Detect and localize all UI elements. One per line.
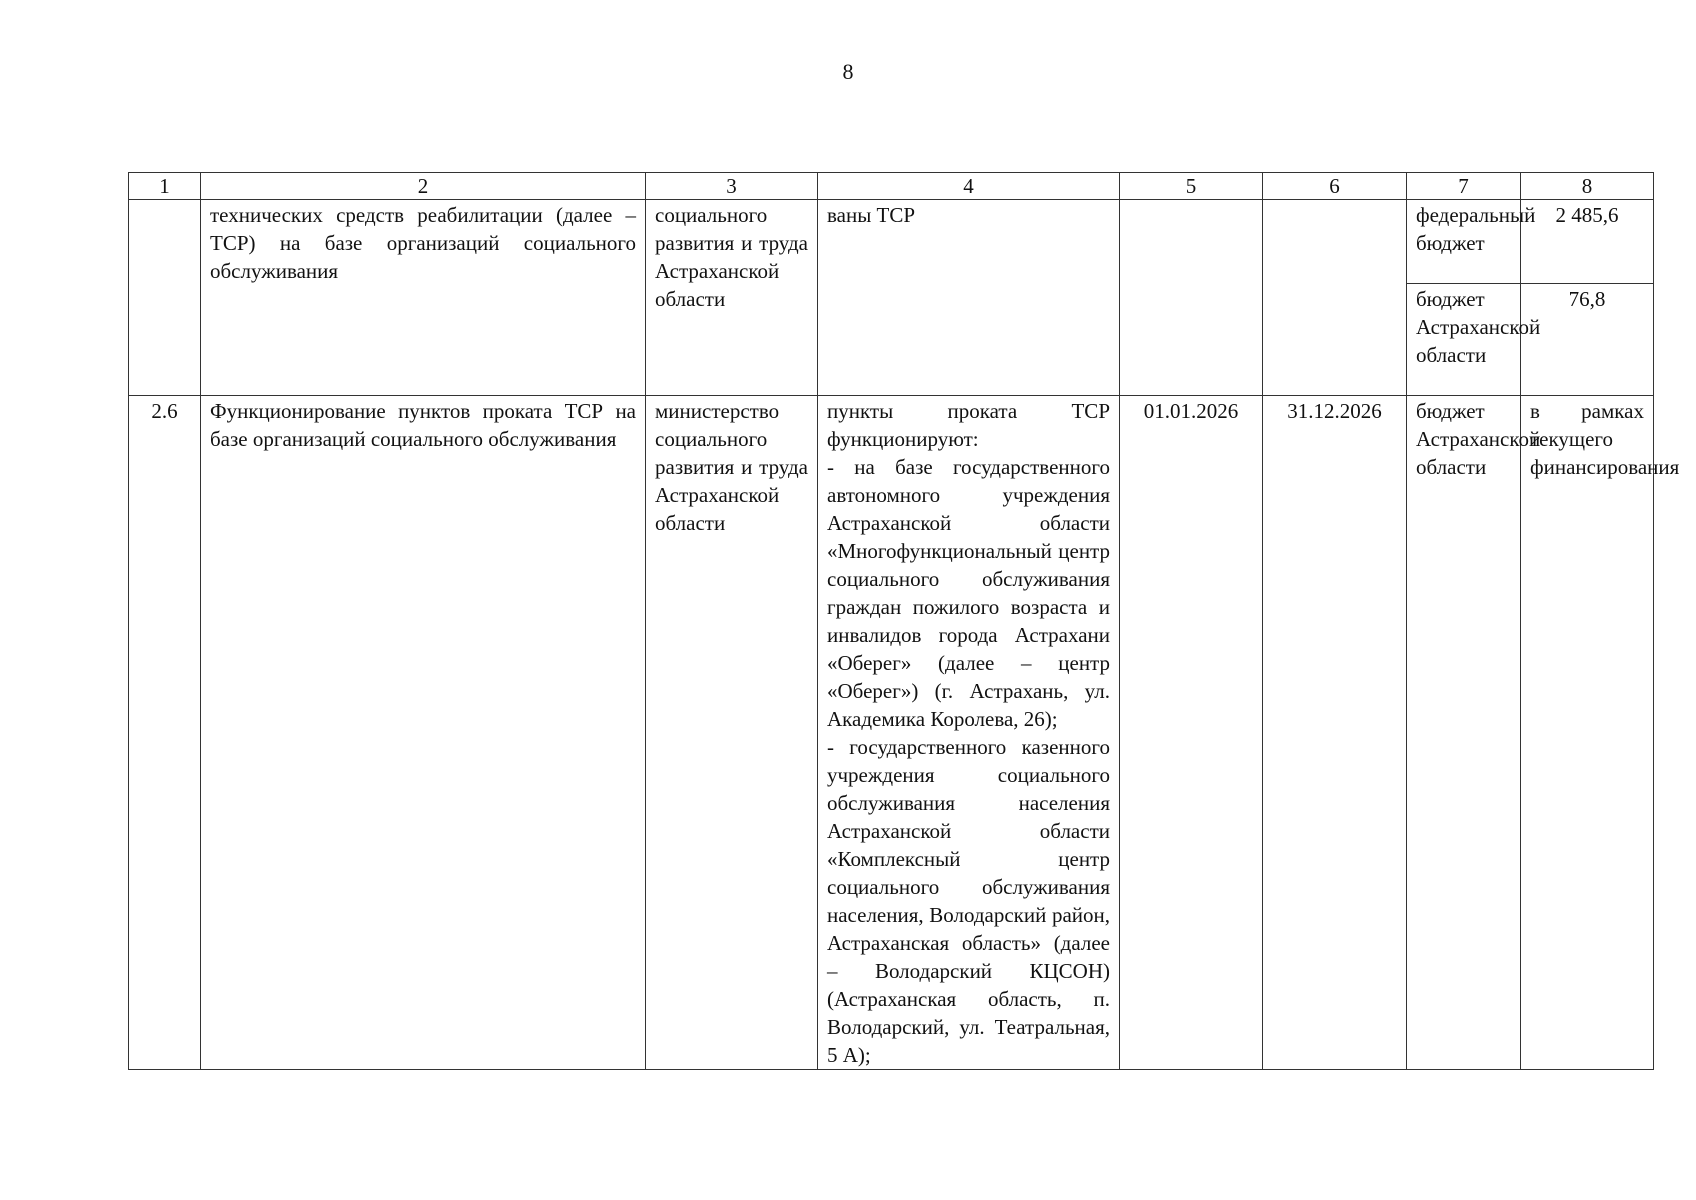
row-2-6-result-item-2: - государственного казенного учреждения социального обслуживания населения Астраханской области «Комплексный центр социального обслуживания населения, Володарский район, Астраханская область» (далее – Володарский КЦСОН) (Астраханская область, п. Володарский, ул. Театральная, 5 А); [827, 735, 1110, 1067]
row-2-6-amount: в рамках текущего финансирования [1521, 396, 1654, 1070]
row-2-6-executor: министерство социального развития и труда Астраханской области [646, 396, 818, 1070]
source-federal: федеральный бюджет [1407, 200, 1521, 284]
header-cell-2: 2 [201, 173, 646, 200]
row-continued-result: ваны ТСР [818, 200, 1120, 396]
row-2-6-result-item-1: - на базе государственного автономного учреждения Астраханской области «Многофункциональный центр социального обслуживания граждан пожилого возраста и инвалидов города Астрахани «Оберег» (далее – центр «Оберег») (г. Астрахань, ул. Академика Королева, 26); [827, 455, 1110, 731]
row-continued-executor: социального развития и труда Астраханской области [646, 200, 818, 396]
amount-federal: 2 485,6 [1521, 200, 1654, 284]
header-cell-4: 4 [818, 173, 1120, 200]
row-2-6-result-intro: пункты проката ТСР функционируют: [827, 399, 1110, 451]
row-continued-end [1263, 200, 1407, 396]
row-2-6-result [818, 396, 1120, 1070]
header-row [129, 173, 1654, 200]
header-cell-5: 5 [1120, 173, 1263, 200]
table-header [129, 173, 1654, 200]
row-2-6-end-date: 31.12.2026 [1263, 396, 1407, 1070]
table-row-2-6 [129, 396, 1654, 1070]
row-2-6-measure: Функционирование пунктов проката ТСР на базе организаций социального обслуживания [201, 396, 646, 1070]
row-2-6-start-date: 01.01.2026 [1120, 396, 1263, 1070]
source-regional: бюджет Астраханской области [1407, 284, 1521, 396]
header-cell-7: 7 [1407, 173, 1521, 200]
plan-table [128, 172, 1680, 1070]
row-2-6-source: бюджет Астраханской области [1407, 396, 1521, 1070]
header-cell-8: 8 [1521, 173, 1654, 200]
amount-regional: 76,8 [1521, 284, 1654, 396]
row-continued-start [1120, 200, 1263, 396]
header-cell-3: 3 [646, 173, 818, 200]
page-number: 8 [842, 59, 854, 84]
row-continued-number [129, 200, 201, 396]
table-body [129, 200, 1680, 1070]
header-cell-6: 6 [1263, 173, 1407, 200]
row-2-6-number: 2.6 [129, 396, 201, 1070]
header-cell-1: 1 [129, 173, 201, 200]
row-continued-measure: технических средств реабилитации (далее – ТСР) на базе организаций социального обслуживания [201, 200, 646, 396]
table-row-continued [129, 200, 1654, 284]
